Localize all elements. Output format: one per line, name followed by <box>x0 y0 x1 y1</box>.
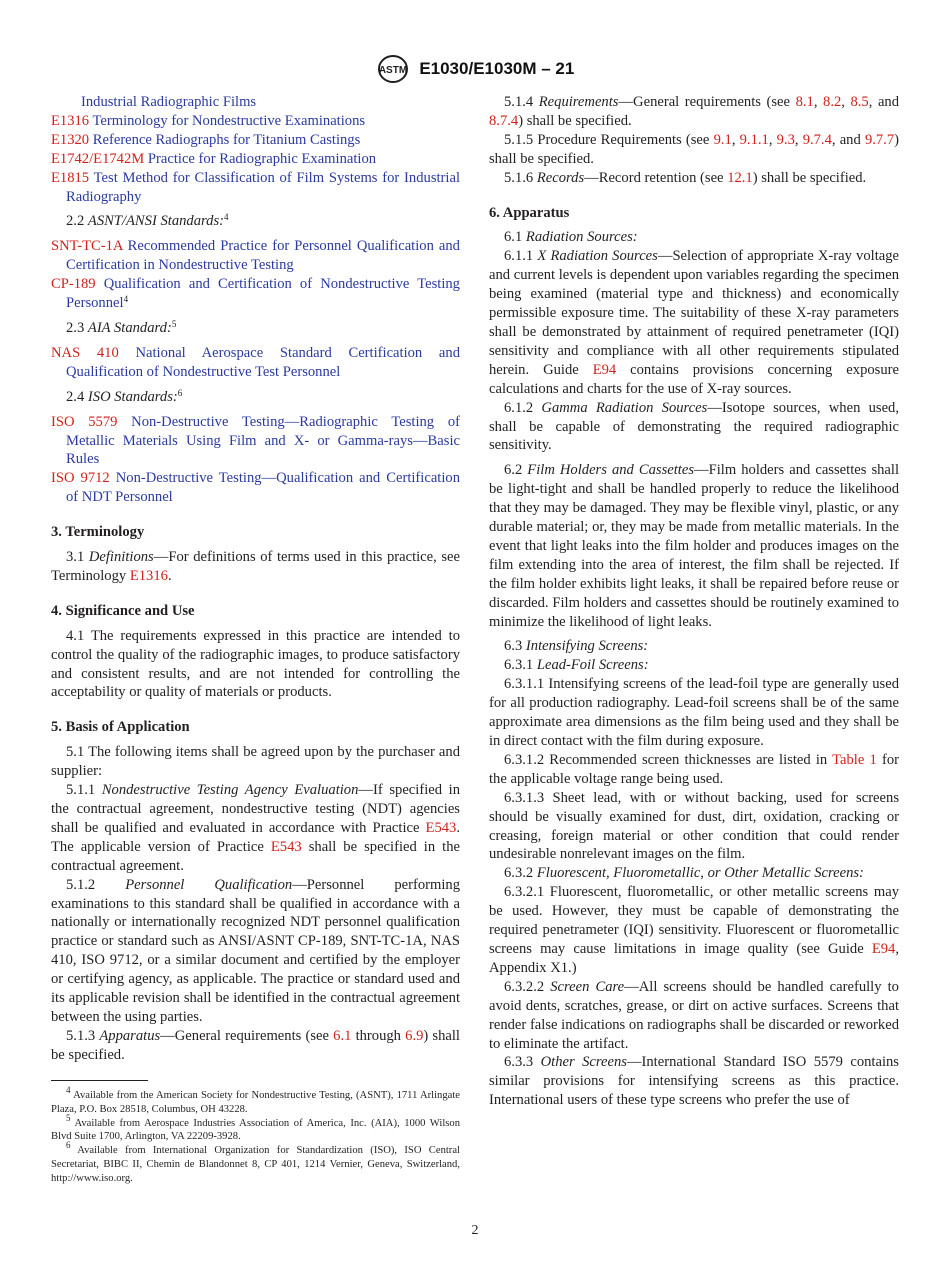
footnote-marker: 5 <box>66 1112 71 1123</box>
section-number: 6.3.2.2 <box>504 978 545 995</box>
reference-title[interactable]: Practice for Radiographic Examination <box>147 150 377 167</box>
term: Records <box>536 169 585 186</box>
paragraph-text: —Isotope sources, when used, shall be capable of demonstrating the required radiographic sensitivity. <box>489 399 899 454</box>
reference-cp-189 <box>51 275 460 313</box>
term: Intensifying Screens: <box>525 638 649 655</box>
section-number: 3.1 <box>66 549 85 566</box>
term: Apparatus <box>99 1027 161 1044</box>
footnote-6 <box>51 1140 460 1185</box>
paragraph-5-1-3 <box>51 1027 460 1065</box>
reference-code[interactable]: E1815 <box>51 169 90 186</box>
paragraph-text: —International Standard ISO 5579 contains similar provisions for intensifying screens as this practice. International users of these type screens who prefer the use of <box>489 1054 899 1109</box>
paragraph-text: —All screens should be handled carefully to avoid dents, scratches, grease, or dirt on active surfaces. Screens that render false indications on radiographs shall be discarded or reworked to eliminate the artifact. <box>489 978 899 1052</box>
paragraph-6-3 <box>489 637 899 656</box>
paragraph-6-3-1-3: 6.3.1.3 Sheet lead, with or without backing, used for screens should be visually examined for dust, dirt, oxidation, cracking or creasing, foreign material or other condition that could render undesirable nonrelevant images on the film. <box>489 789 899 863</box>
paragraph-5-1-6 <box>489 169 899 188</box>
paragraph-6-2 <box>489 461 899 631</box>
footnotes <box>51 1080 460 1186</box>
term: X Radiation Sources <box>537 248 658 265</box>
paragraph-text: —General requirements (see <box>618 94 791 110</box>
cross-reference-link[interactable]: 8.7.4 <box>489 112 519 129</box>
paragraph-text: —If specified in the contractual agreement, nondestructive testing (NDT) agencies shall be qualified and evaluated in accordance with Practice <box>51 782 460 836</box>
paragraph-6-3-2 <box>489 864 899 883</box>
paragraph-6-1-2 <box>489 399 899 456</box>
cross-reference-link[interactable]: 9.7.7 <box>864 131 895 148</box>
cross-reference-link[interactable]: E543 <box>270 838 302 855</box>
footnote-text: Available from Aerospace Industries Association of America, Inc. (AIA), 1000 Wilson Blvd Suite 1700, Arlington, VA 22209-3928. <box>51 1117 460 1143</box>
paragraph-text: —Film holders and cassettes shall be light-tight and shall be handled properly to reduce the likelihood that they may be damaged. They may be flexible vinyl, plastic, or any durable material; or, they may be made from metallic materials. In the event that light leaks into the film holder and produces images on the film extending into the area of interest, the film shall be rejected. If the film holder exhibits light leaks, it shall be repaired before reuse or discarded. Film holders and cassettes should be routinely examined to minimize the likelihood of light leaks. <box>489 462 900 630</box>
term: Film Holders and Cassettes <box>527 462 695 479</box>
section-number: 5.1.6 <box>504 169 534 186</box>
paragraph-5-1-2 <box>51 876 460 1027</box>
reference-title[interactable]: Non-Destructive Testing—Radiographic Testing of Metallic Materials Using Film and X- or Gamma-rays—Basic Rules <box>66 413 460 468</box>
reference-nas-410 <box>51 344 460 382</box>
paragraph-text: —For definitions of terms used in this practice, see Terminology <box>51 549 461 584</box>
paragraph-text: ) shall be specified. <box>489 131 899 167</box>
paragraph-text: ) shall be specified. <box>518 112 632 129</box>
reference-e1815 <box>51 169 460 207</box>
reference-iso-5579 <box>51 413 460 470</box>
footnote-4 <box>51 1085 460 1117</box>
subsection-title: ISO Standards: <box>87 388 178 405</box>
paragraph-text: ) shall be specified. <box>51 1027 460 1063</box>
paragraph-text: contains provisions concerning exposure calculations and charts for the use of X-ray sources. <box>489 361 899 397</box>
section-number: 6.1.2 <box>504 399 534 416</box>
paragraph-text: —Personnel performing examinations to this standard shall be qualified in accordance with a nationally or internationally recognized NDT personnel qualification practice or standard such as ANSI/ASNT CP-189, SNT-TC-1A, NAS 410, ISO 9712, or a similar document and certified by the employer or certifying agency, as applicable. The practice or standard used and its applicable revision shall be identified in the contractual agreement between the using parties. <box>51 876 460 1025</box>
paragraph-text: —General requirements (see <box>160 1027 329 1044</box>
paragraph-6-3-1-1: 6.3.1.1 Intensifying screens of the lead-foil type are generally used for all production radiography. Lead-foil screens shall be of the same approximate area dimensions as the film being used and they shall be in direct contact with the film during exposure. <box>489 676 899 749</box>
paragraph-text: . <box>167 567 172 584</box>
footnote-5 <box>51 1112 460 1145</box>
term: Personnel Qualification <box>125 876 293 893</box>
subsection-2-3 <box>51 319 460 338</box>
term: Definitions <box>88 549 154 566</box>
cross-reference-link[interactable]: 8.1 <box>795 94 814 110</box>
section-number: 2.3 <box>66 319 85 336</box>
cross-reference-link[interactable]: 6.1 <box>333 1027 352 1044</box>
cross-reference-link[interactable]: E1316 <box>129 567 168 584</box>
footnote-divider <box>51 1080 148 1081</box>
reference-continuation <box>51 93 460 112</box>
section-number: 6.3 <box>504 638 523 655</box>
footnote-text: Available from the American Society for Nondestructive Testing, (ASNT), 1711 Arlingate Plaza, P.O. Box 28518, Columbus, OH 43228. <box>51 1090 460 1115</box>
cross-reference-link[interactable]: 6.9 <box>405 1027 424 1044</box>
page-number: 2 <box>471 1223 479 1238</box>
footnote-text: Available from International Organization for Standardization (ISO), ISO Central Secretariat, BIBC II, Chemin de Blandonnet 8, CP 401, 1214 Vernier, Geneva, Switzerland, http://www.iso.org. <box>51 1145 460 1184</box>
footnote-ref[interactable]: 6 <box>177 387 183 398</box>
page-header <box>0 54 950 84</box>
section-title-terminology: 3. Terminology <box>51 524 145 541</box>
cross-reference-link[interactable]: 9.3 <box>776 131 795 148</box>
section-number: 2.4 <box>66 388 85 405</box>
subsection-2-4 <box>51 388 460 407</box>
cross-reference-link[interactable]: 12.1 <box>727 169 753 186</box>
section-number: 6.3.2 <box>504 865 534 882</box>
right-column <box>489 93 899 1110</box>
paragraph-text: 5.1.5 Procedure Requirements (see <box>504 131 710 148</box>
reference-e1742 <box>51 150 460 169</box>
cross-reference-link[interactable]: E94 <box>871 940 896 957</box>
paragraph-5-1-5: 5.1.5 Procedure Requirements (see 9.1, 9.1.1, 9.3, 9.7.4, and 9.7.7) shall be specified. <box>489 131 899 167</box>
reference-code[interactable]: ISO 9712 <box>51 470 110 487</box>
paragraph-text: 6.3.1.2 Recommended screen thicknesses are listed in <box>504 751 828 768</box>
reference-code[interactable]: NAS 410 <box>51 344 119 361</box>
reference-e1316 <box>51 112 460 131</box>
term: Radiation Sources: <box>525 229 638 246</box>
reference-code[interactable]: E1742/E1742M <box>51 150 145 167</box>
reference-code[interactable]: CP-189 <box>51 276 96 293</box>
reference-title[interactable]: Reference Radiographs for Titanium Castings <box>92 131 361 148</box>
paragraph-6-1-1 <box>489 247 899 398</box>
paragraph-5-1-4: 5.1.4 Requirements—General requirements (see 8.1, 8.2, 8.5, and 8.7.4) shall be specified. <box>489 94 900 129</box>
subsection-title: AIA Standard: <box>87 319 172 336</box>
paragraph-text: and <box>877 94 900 110</box>
paragraph-text: ) shall be specified. <box>752 169 867 186</box>
paragraph-5-1-1 <box>51 781 460 876</box>
term: Screen Care <box>550 978 625 995</box>
paragraph-text: —Selection of appropriate X-ray voltage and current levels is dependent upon variables regarding the specimen being examined (material type and thickness) and economically permissible exposure time. The suitability of these X-ray parameters shall be demonstrated by attainment of required penetrameter (IQI) sensitivity and compliance with all other requirements stipulated herein. Guide <box>489 248 900 378</box>
section-number: 6.3.3 <box>504 1054 534 1071</box>
section-number: 6.3.1 <box>504 657 534 674</box>
cross-reference-link[interactable]: E94 <box>592 361 617 378</box>
reference-title[interactable]: Industrial Radiographic Films <box>81 94 257 110</box>
reference-title[interactable]: Recommended Practice for Personnel Qualification and Certification in Nondestructive Testing <box>66 238 460 274</box>
subsection-2-2 <box>51 212 460 231</box>
section-title-significance: 4. Significance and Use <box>51 602 195 619</box>
term: Gamma Radiation Sources <box>541 399 708 416</box>
section-number: 5.1.4 <box>504 94 534 110</box>
paragraph-text: through <box>355 1027 401 1044</box>
paragraph-6-3-3 <box>489 1053 899 1110</box>
cross-reference-link[interactable]: E543 <box>425 819 457 836</box>
paragraph-text: , Appendix X1.) <box>489 940 899 976</box>
section-number: 6.2 <box>504 462 523 479</box>
paragraph-6-3-2-2 <box>489 978 899 1054</box>
reference-code[interactable]: SNT-TC-1A <box>51 238 123 255</box>
paragraph-4-1: 4.1 The requirements expressed in this practice are intended to control the quality of the radiographic images, to produce satisfactory and consistent results, and are not intended for controlling the acceptability or quality of materials or products. <box>51 627 460 701</box>
section-number: 5.1.2 <box>66 876 96 893</box>
astm-logo-icon <box>376 54 410 84</box>
term: Requirements <box>538 94 619 110</box>
reference-title[interactable]: National Aerospace Standard Certification and Qualification of Nondestructive Test Personnel <box>66 344 460 380</box>
paragraph-text: and <box>839 131 861 148</box>
section-number: 2.2 <box>66 213 85 230</box>
reference-title[interactable]: Non-Destructive Testing—Qualification and Certification of NDT Personnel <box>66 470 460 506</box>
term: Other Screens <box>540 1054 627 1071</box>
footnote-ref[interactable]: 5 <box>171 318 177 329</box>
paragraph-text: shall be specified in the contractual agreement. <box>51 838 460 874</box>
reference-title[interactable]: Test Method for Classification of Film Systems for Industrial Radiography <box>66 169 460 205</box>
reference-code[interactable]: ISO 5579 <box>51 413 118 430</box>
reference-iso-9712 <box>51 469 460 507</box>
paragraph-text: . The applicable version of Practice <box>51 819 461 855</box>
reference-title[interactable]: Terminology for Nondestructive Examinations <box>92 112 366 129</box>
paragraph-text: 6.3.2.1 Fluorescent, fluorometallic, or other metallic screens may be used. However, they must be capable of demonstrating the required penetrameter (IQI) sensitivity. Fluorescent or fluorometallic screens may cause limitations in image quality (see Guide <box>489 884 899 957</box>
table-link[interactable]: Table 1 <box>832 751 877 768</box>
footnote-ref[interactable]: 4 <box>224 212 229 223</box>
paragraph-3-1 <box>51 548 460 586</box>
cross-reference-link[interactable]: 8.5 <box>850 94 869 110</box>
paragraph-text: for the applicable voltage range being used. <box>489 751 899 787</box>
section-number: 6.1 <box>504 229 523 246</box>
reference-e1320 <box>51 131 460 150</box>
reference-title[interactable]: Qualification and Certification of Nondestructive Testing Personnel <box>66 276 460 312</box>
section-title-apparatus: 6. Apparatus <box>489 204 570 221</box>
reference-code[interactable]: E1320 <box>51 131 90 148</box>
reference-snt-tc-1a <box>51 237 460 275</box>
paragraph-6-3-1 <box>489 656 899 675</box>
paragraph-5-1: 5.1 The following items shall be agreed upon by the purchaser and supplier: <box>51 744 460 780</box>
cross-reference-link[interactable]: 9.7.4 <box>802 131 832 148</box>
section-number: 6.1.1 <box>504 248 534 265</box>
paragraph-6-1 <box>489 228 899 247</box>
term: Nondestructive Testing Agency Evaluation <box>101 782 359 799</box>
cross-reference-link[interactable]: 8.2 <box>823 94 842 110</box>
footnote-ref[interactable]: 4 <box>123 294 129 305</box>
term: Fluorescent, Fluorometallic, or Other Metallic Screens: <box>536 865 864 882</box>
section-number: 5.1.3 <box>66 1027 96 1044</box>
cross-reference-link[interactable]: 9.1.1 <box>739 131 769 148</box>
section-number: 5.1.1 <box>66 782 96 799</box>
paragraph-text: —Record retention (see <box>584 169 724 186</box>
paragraph-6-3-1-2 <box>489 751 899 789</box>
footnote-marker: 6 <box>66 1140 71 1151</box>
left-column <box>51 93 460 1065</box>
subsection-title: ASNT/ANSI Standards: <box>87 213 224 230</box>
footnote-marker: 4 <box>66 1085 71 1095</box>
paragraph-6-3-2-1 <box>489 883 899 978</box>
document-id: E1030/E1030M – 21 <box>419 58 575 78</box>
astm-logo-text: ASTM <box>378 65 407 76</box>
section-title-basis: 5. Basis of Application <box>51 719 190 736</box>
cross-reference-link[interactable]: 9.1 <box>713 131 732 148</box>
reference-code[interactable]: E1316 <box>51 112 90 129</box>
term: Lead-Foil Screens: <box>536 657 649 674</box>
